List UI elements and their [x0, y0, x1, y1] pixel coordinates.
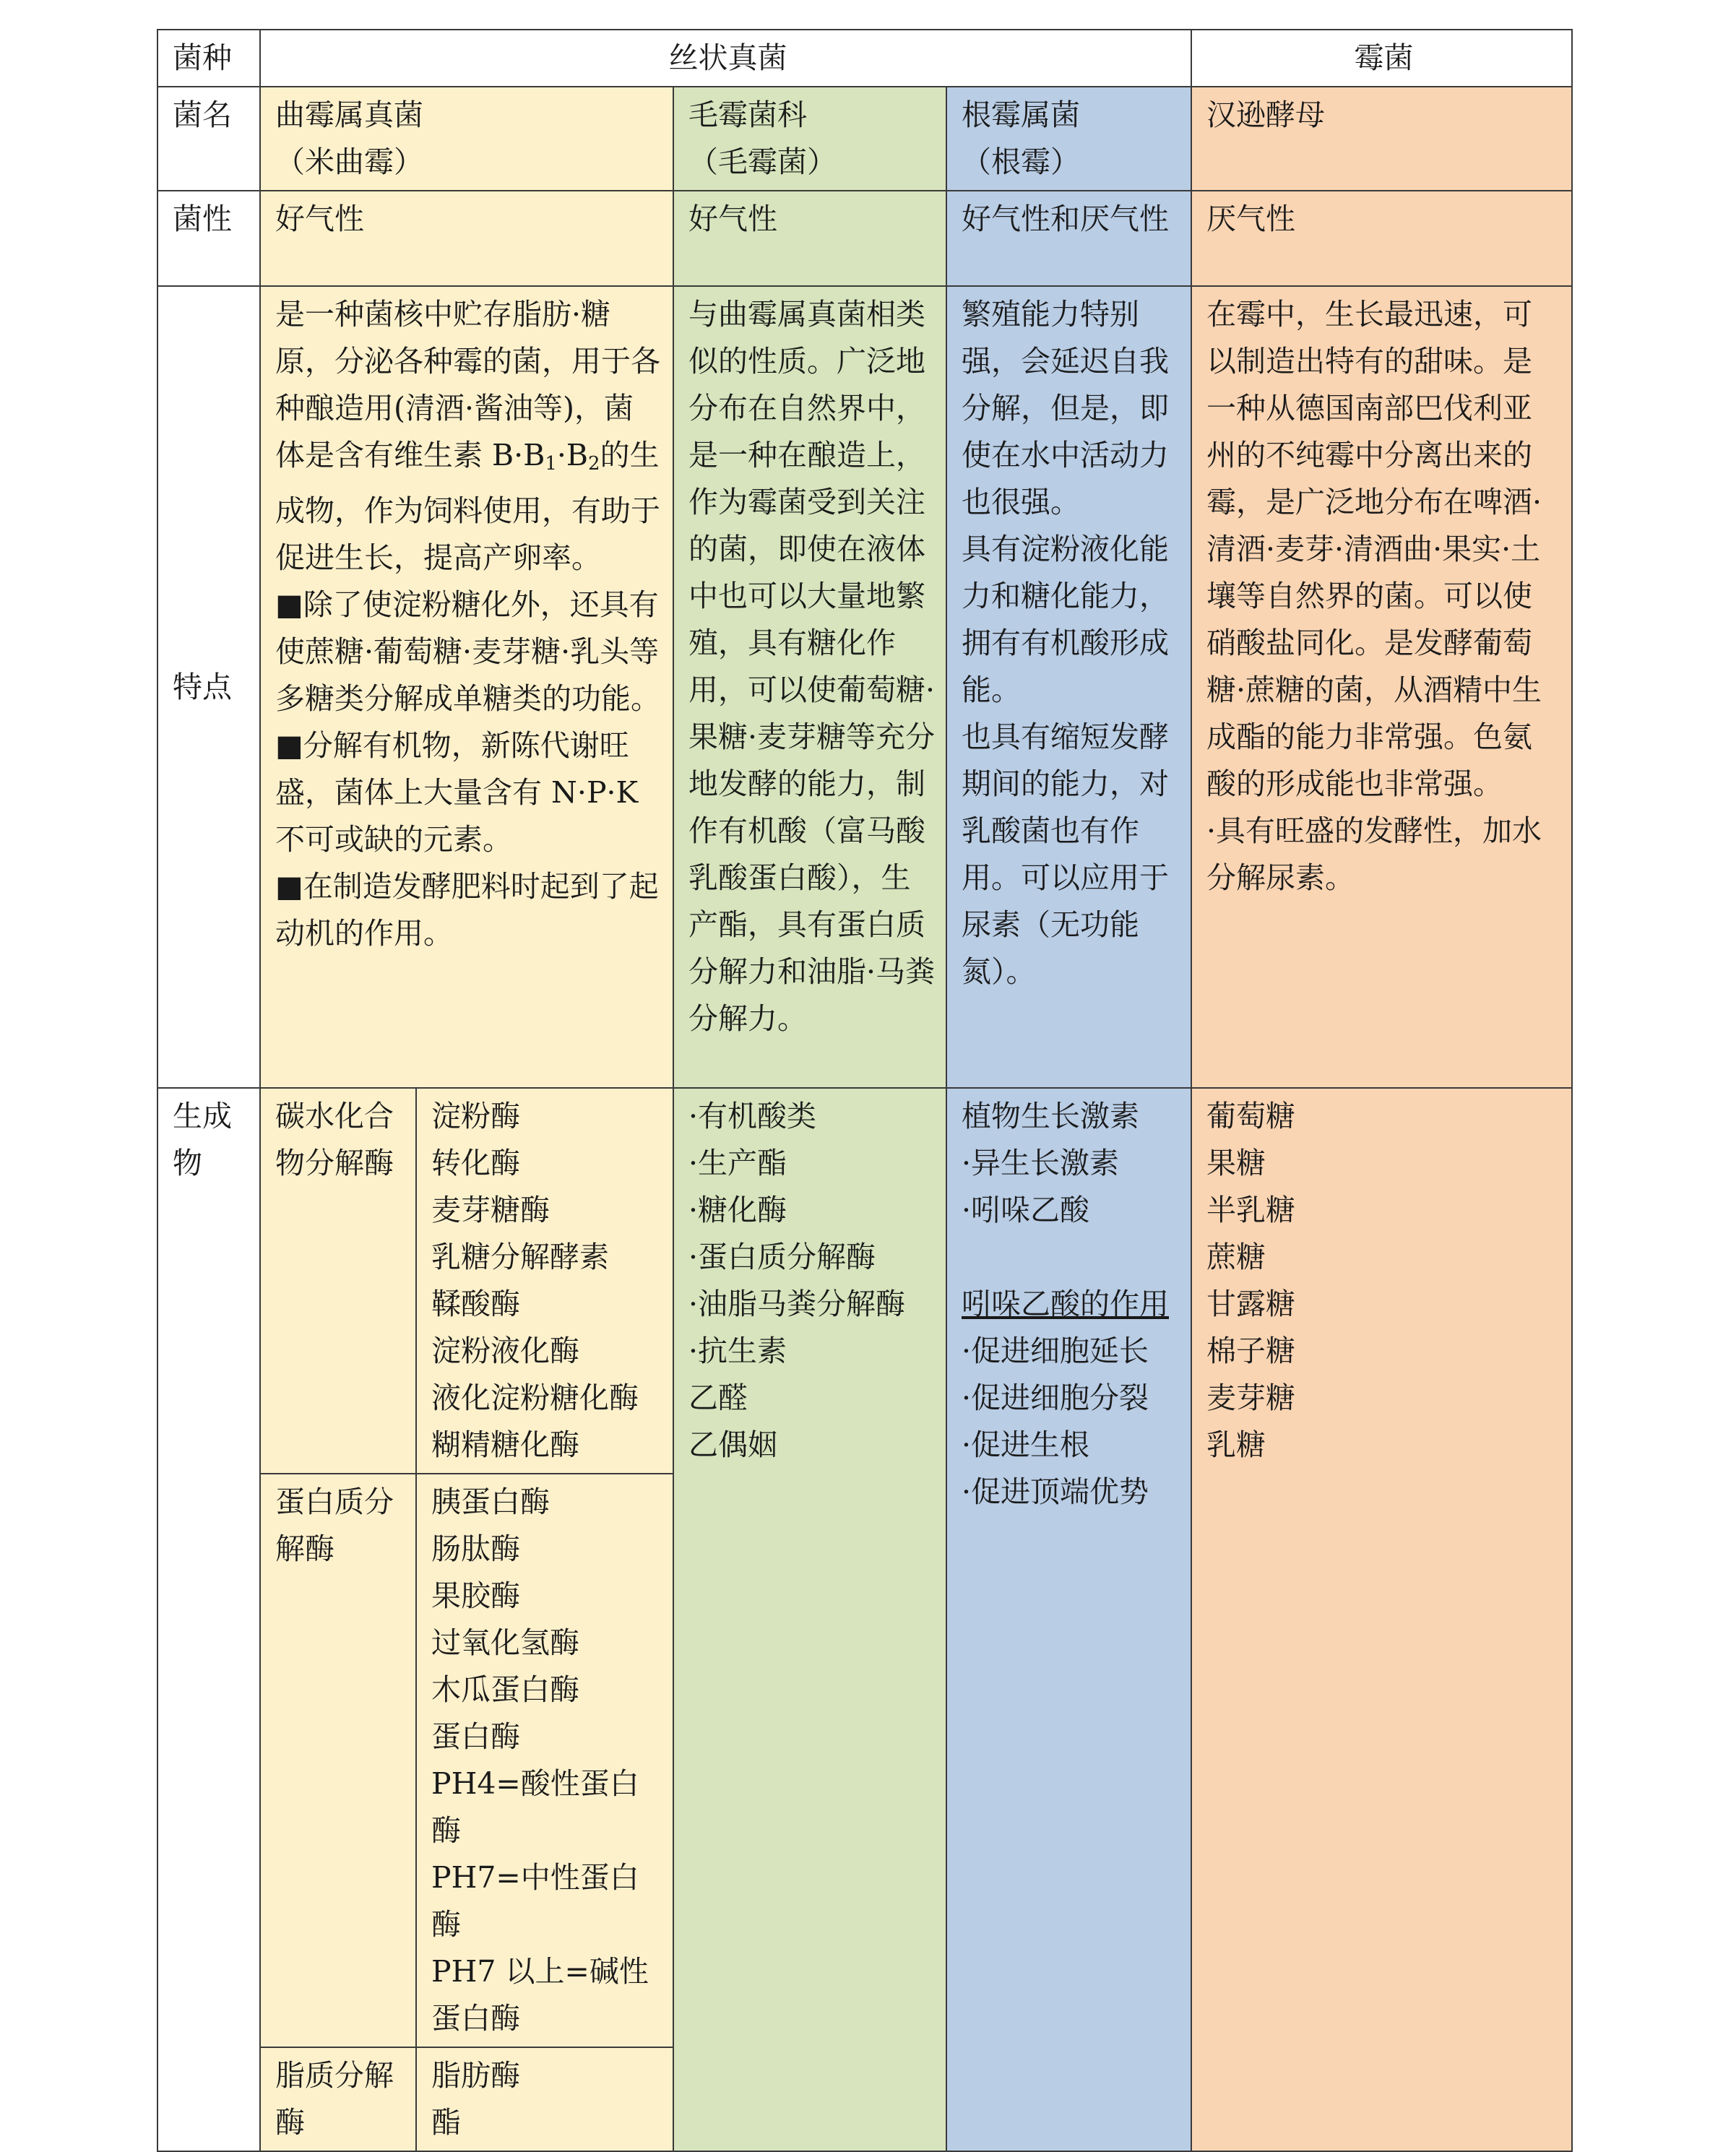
- product-item: 乙偶姻: [688, 1427, 777, 1462]
- product-item: 乳糖: [1206, 1427, 1266, 1462]
- enzyme-item: 淀粉液化酶: [431, 1334, 579, 1368]
- group-filamentous-fungi: 丝状真菌: [260, 30, 1191, 87]
- product-item: ·蛋白质分解酶: [688, 1240, 876, 1274]
- product-item: ·促进生根: [962, 1427, 1090, 1462]
- enzyme-item: 麦芽糖酶: [431, 1193, 550, 1227]
- product-item: 果糖: [1206, 1146, 1266, 1180]
- enzyme-group-lipid: 脂质分解酶: [260, 2047, 416, 2151]
- product-mucor: [673, 1088, 946, 2151]
- species-label: 菌种: [157, 30, 260, 87]
- feature-paragraph: 也具有缩短发酵期间的能力，对乳酸菌也有作用。可以应用于尿素（无功能氮）。: [962, 720, 1169, 989]
- feature-hansenula: [1191, 286, 1572, 1088]
- header-row: [157, 30, 1572, 87]
- product-item: ·促进细胞分裂: [962, 1380, 1149, 1415]
- feature-paragraph: ■分解有机物，新陈代谢旺盛，菌体上大量含有 N·P·K 不可或缺的元素。: [275, 728, 639, 857]
- nature-hansenula: 厌气性: [1191, 191, 1572, 286]
- product-item: ·异生长激素: [962, 1146, 1120, 1180]
- product-row-carbohydrate: [157, 1088, 1572, 1474]
- product-item: 甘露糖: [1206, 1287, 1295, 1321]
- enzyme-group-carbohydrate: 碳水化合物分解酶: [260, 1088, 416, 1474]
- feature-paragraph: 在霉中，生长最迅速，可以制造出特有的甜味。是一种从德国南部巴伐利亚州的不纯霉中分离出来的霉，是广泛地分布在啤酒·清酒·麦芽·清酒曲·果实·土壤等自然界的菌。可以使硝酸盐同化。是发酵葡萄糖·蔗糖的菌，从酒精中生成酯的能力非常强。色氨酸的形成能也非常强。: [1206, 297, 1542, 801]
- feature-row: [157, 286, 1572, 1088]
- product-rhizopus: [946, 1088, 1191, 2151]
- nature-rhizopus: 好气性和厌气性: [946, 191, 1191, 286]
- enzyme-item: 乳糖分解酵素: [431, 1240, 609, 1274]
- feature-text-part: 是一种菌核中贮存脂肪·糖原，分泌各种霉的菌，用于各种酿造用(清酒·酱油等)，菌体是含有维生素 B·B: [275, 297, 660, 472]
- name-rhizopus: [946, 87, 1191, 191]
- product-item: 麦芽糖: [1206, 1380, 1295, 1415]
- product-item: 乙醛: [688, 1380, 748, 1415]
- product-item: ·生产酯: [688, 1146, 787, 1180]
- product-item: 棉子糖: [1206, 1334, 1295, 1368]
- feature-mucor: [673, 286, 946, 1088]
- enzyme-group-protein: 蛋白质分解酶: [260, 1474, 416, 2047]
- enzyme-item: 胰蛋白酶: [431, 1485, 550, 1519]
- name-line: （毛霉菌）: [688, 144, 837, 179]
- enzyme-item: 果胶酶: [431, 1578, 520, 1613]
- enzyme-item: 脂肪酶: [431, 2058, 520, 2093]
- enzyme-list-protein: [416, 1474, 673, 2047]
- fungi-comparison-table: [157, 29, 1573, 2152]
- name-mucor: [673, 87, 946, 191]
- product-label: 生成物: [157, 1088, 260, 2151]
- product-item: 植物生长激素: [962, 1099, 1139, 1133]
- enzyme-item: 木瓜蛋白酶: [431, 1672, 579, 1707]
- name-label: 菌名: [157, 87, 260, 191]
- enzyme-item: 淀粉酶: [431, 1099, 520, 1133]
- name-line: 根霉属菌: [962, 98, 1080, 132]
- enzyme-item: 过氧化氢酶: [431, 1625, 579, 1660]
- enzyme-item: PH7=中性蛋白酶: [431, 1860, 639, 1942]
- enzyme-item: 糊精糖化酶: [431, 1427, 579, 1462]
- nature-label: 菌性: [157, 191, 260, 286]
- product-item: 半乳糖: [1206, 1193, 1295, 1227]
- feature-rhizopus: [946, 286, 1191, 1088]
- nature-aspergillus: 好气性: [260, 191, 673, 286]
- name-aspergillus: [260, 87, 673, 191]
- enzyme-item: 肠肽酶: [431, 1531, 520, 1566]
- enzyme-item: 转化酶: [431, 1146, 520, 1180]
- product-item: 蔗糖: [1206, 1240, 1266, 1274]
- product-item: ·促进顶端优势: [962, 1474, 1149, 1509]
- nature-mucor: 好气性: [673, 191, 946, 286]
- feature-paragraph: 是一种菌核中贮存脂肪·糖原，分泌各种霉的菌，用于各种酿造用(清酒·酱油等)，菌体是含有维生素 $B\cdot B_1\cdot B_2$的生成物，作为饲料使用，有助于促进生长，提高产卵率。: [275, 297, 660, 575]
- enzyme-item: 酯: [431, 2105, 461, 2140]
- feature-aspergillus: [260, 286, 673, 1088]
- enzyme-list-carbohydrate: [416, 1088, 673, 1474]
- name-row: [157, 87, 1572, 191]
- nature-row: [157, 191, 1572, 286]
- enzyme-item: PH7 以上=碱性蛋白酶: [431, 1954, 649, 2036]
- product-hansenula: [1191, 1088, 1572, 2151]
- product-item: 葡萄糖: [1206, 1099, 1295, 1133]
- group-mold: 霉菌: [1191, 30, 1572, 87]
- product-item: ·油脂马粪分解酶: [688, 1287, 906, 1321]
- enzyme-item: 蛋白酶: [431, 1719, 520, 1754]
- product-item: ·有机酸类: [688, 1099, 817, 1133]
- enzyme-item: PH4=酸性蛋白酶: [431, 1766, 639, 1848]
- name-line: （根霉）: [962, 144, 1080, 179]
- enzyme-item: 液化淀粉糖化酶: [431, 1380, 639, 1415]
- iaa-function-heading: 吲哚乙酸的作用: [962, 1287, 1169, 1321]
- product-item: ·促进细胞延长: [962, 1334, 1149, 1368]
- feature-paragraph: ·具有旺盛的发酵性，加水分解尿素。: [1206, 813, 1542, 895]
- feature-paragraph: 与曲霉属真菌相类似的性质。广泛地分布在自然界中，是一种在酿造上，作为霉菌受到关注的菌，即使在液体中也可以大量地繁殖，具有糖化作用，可以使葡萄糖·果糖·麦芽糖等充分地发酵的能力，制作有机酸（富马酸乳酸蛋白酸），生产酯，具有蛋白质分解力和油脂·马粪分解力。: [688, 297, 936, 1036]
- product-item: ·吲哚乙酸: [962, 1193, 1090, 1227]
- name-line: 曲霉属真菌: [275, 98, 423, 132]
- product-item: ·糖化酶: [688, 1193, 787, 1227]
- feature-label: 特点: [157, 286, 260, 1088]
- feature-paragraph: ■在制造发酵肥料时起到了起动机的作用。: [275, 869, 659, 951]
- name-line: 毛霉菌科: [688, 98, 807, 132]
- feature-paragraph: ■除了使淀粉糖化外，还具有使蔗糖·葡萄糖·麦芽糖·乳头等多糖类分解成单糖类的功能。: [275, 587, 660, 716]
- enzyme-item: 鞣酸酶: [431, 1287, 520, 1321]
- name-hansenula: [1191, 87, 1572, 191]
- name-line: 汉逊酵母: [1206, 98, 1325, 132]
- feature-paragraph: 繁殖能力特别强，会延迟自我分解，但是，即使在水中活动力也很强。: [962, 297, 1169, 519]
- feature-paragraph: 具有淀粉液化能力和糖化能力，拥有有机酸形成能。: [962, 532, 1169, 707]
- name-line: （米曲霉）: [275, 144, 423, 179]
- product-item: ·抗生素: [688, 1334, 787, 1368]
- enzyme-list-lipid: [416, 2047, 673, 2151]
